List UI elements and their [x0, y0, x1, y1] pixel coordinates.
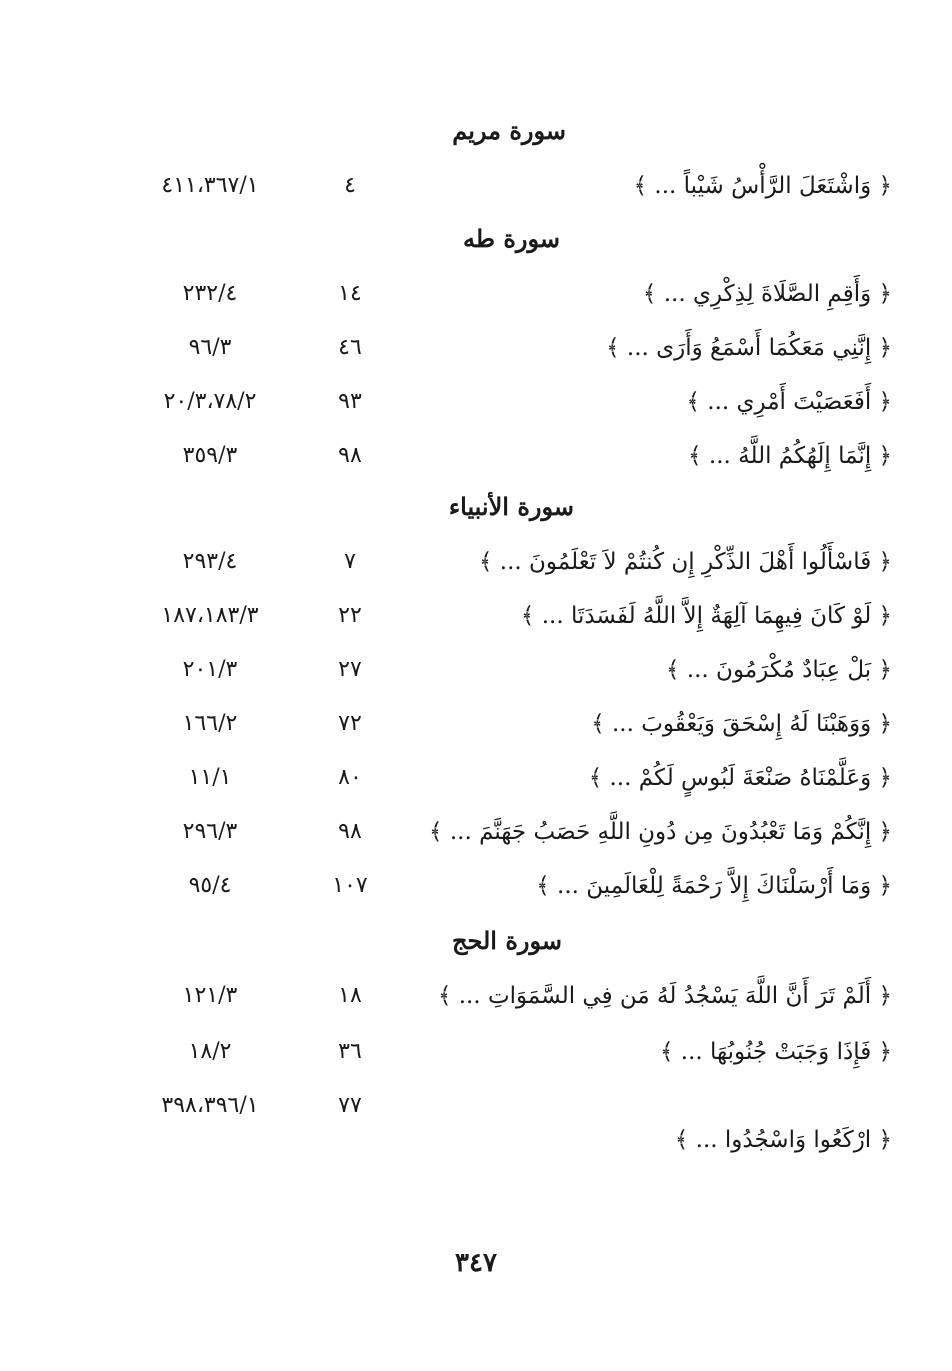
verse-text: ﴿ لَوْ كَانَ فِيهِمَا آلِهَةٌ إِلاَّ اللَّهُ لَفَسَدَتَا ... ﴾	[520, 603, 892, 629]
verse-row	[0, 274, 952, 314]
page-reference: ٢٣٢/٤	[182, 281, 238, 306]
ayah-number: ٧٢	[338, 711, 362, 736]
verse-text: ﴿ ارْكَعُوا وَاسْجُدُوا ... ﴾	[674, 1127, 892, 1153]
verse-row	[0, 382, 952, 422]
ayah-number: ٧	[344, 549, 356, 574]
ayah-number: ٤٦	[338, 335, 362, 360]
verse-row	[0, 1032, 952, 1072]
verse-text: ﴿ وَمَا أَرْسَلْنَاكَ إِلاَّ رَحْمَةً لِلْعَالَمِينَ ... ﴾	[536, 873, 892, 899]
surah-heading: سورة الحج	[452, 926, 562, 955]
verse-row	[0, 596, 952, 636]
verse-row	[0, 436, 952, 476]
page-reference: ٩٦/٣	[188, 335, 232, 360]
ayah-number: ١٨	[338, 983, 362, 1008]
page-reference: ٣٩٨،٣٩٦/١	[161, 1093, 259, 1118]
ayah-number: ٤	[344, 173, 356, 198]
ayah-number: ١٤	[338, 281, 362, 306]
verse-text: ﴿ وَاشْتَعَلَ الرَّأْسُ شَيْباً ... ﴾	[633, 173, 892, 199]
verse-text: ﴿ وَوَهَبْنَا لَهُ إِسْحَقَ وَيَعْقُوبَ ... ﴾	[591, 711, 892, 737]
verse-row	[0, 812, 952, 852]
page-reference: ١١/١	[188, 765, 232, 790]
verse-text: ﴿ إِنَّنِي مَعَكُمَا أَسْمَعُ وَأَرَى ... ﴾	[606, 335, 892, 361]
ayah-number: ٩٣	[338, 389, 362, 414]
ayah-number: ١٠٧	[332, 873, 368, 898]
verse-text: ﴿ بَلْ عِبَادٌ مُكْرَمُونَ ... ﴾	[666, 657, 892, 683]
verse-row	[0, 866, 952, 906]
verse-row	[0, 542, 952, 582]
page-reference: ٢٩٣/٤	[182, 549, 238, 574]
verse-row	[0, 704, 952, 744]
ayah-number: ٩٨	[338, 443, 362, 468]
ayah-number: ٢٢	[338, 603, 362, 628]
page-reference: ١٨/٢	[188, 1039, 232, 1064]
verse-text: ﴿ إِنَّمَا إِلَهُكُمُ اللَّهُ ... ﴾	[688, 443, 892, 469]
surah-heading: سورة طه	[463, 224, 560, 253]
verse-row	[0, 976, 952, 1016]
verse-row	[0, 166, 952, 206]
ayah-number: ٧٧	[338, 1093, 362, 1118]
ayah-number: ٩٨	[338, 819, 362, 844]
page-reference: ٢٩٦/٣	[182, 819, 238, 844]
page-number: ٣٤٧	[455, 1248, 497, 1278]
page-reference: ١٢١/٣	[182, 983, 238, 1008]
verse-text: ﴿ وَأَقِمِ الصَّلَاةَ لِذِكْرِي ... ﴾	[642, 281, 892, 307]
ayah-number: ٨٠	[338, 765, 362, 790]
ayah-number: ٢٧	[338, 657, 362, 682]
page-reference: ١٦٦/٢	[182, 711, 238, 736]
verse-row	[0, 328, 952, 368]
page-reference: ٤١١،٣٦٧/١	[161, 173, 259, 198]
page-reference: ٣٥٩/٣	[182, 443, 238, 468]
page-reference: ٢٠/٣،٧٨/٢	[163, 389, 257, 414]
verse-text: ﴿ وَعَلَّمْنَاهُ صَنْعَةَ لَبُوسٍ لَكُمْ ... ﴾	[588, 765, 892, 791]
verse-text: ﴿ أَفَعَصَيْتَ أَمْرِي ... ﴾	[686, 389, 892, 415]
verse-text: ﴿ فَإِذَا وَجَبَتْ جُنُوبُهَا ... ﴾	[660, 1039, 892, 1065]
ayah-number: ٣٦	[338, 1039, 362, 1064]
surah-heading: سورة مريم	[452, 116, 566, 145]
verse-row-continuation	[0, 1120, 952, 1160]
page-reference: ٢٠١/٣	[182, 657, 238, 682]
verse-row	[0, 758, 952, 798]
verse-text: ﴿ فَاسْأَلُوا أَهْلَ الذِّكْرِ إِن كُنتُمْ لاَ تَعْلَمُونَ ... ﴾	[478, 549, 892, 575]
page-reference: ٩٥/٤	[188, 873, 232, 898]
verse-text: ﴿ أَلَمْ تَرَ أَنَّ اللَّهَ يَسْجُدُ لَهُ مَن فِي السَّمَوَاتِ ... ﴾	[437, 983, 892, 1009]
surah-heading: سورة الأنبياء	[448, 492, 574, 521]
page-reference: ١٨٧،١٨٣/٣	[161, 603, 259, 628]
verse-row	[0, 650, 952, 690]
verse-text: ﴿ إِنَّكُمْ وَمَا تَعْبُدُونَ مِن دُونِ اللَّهِ حَصَبُ جَهَنَّمَ ... ﴾	[429, 819, 892, 845]
